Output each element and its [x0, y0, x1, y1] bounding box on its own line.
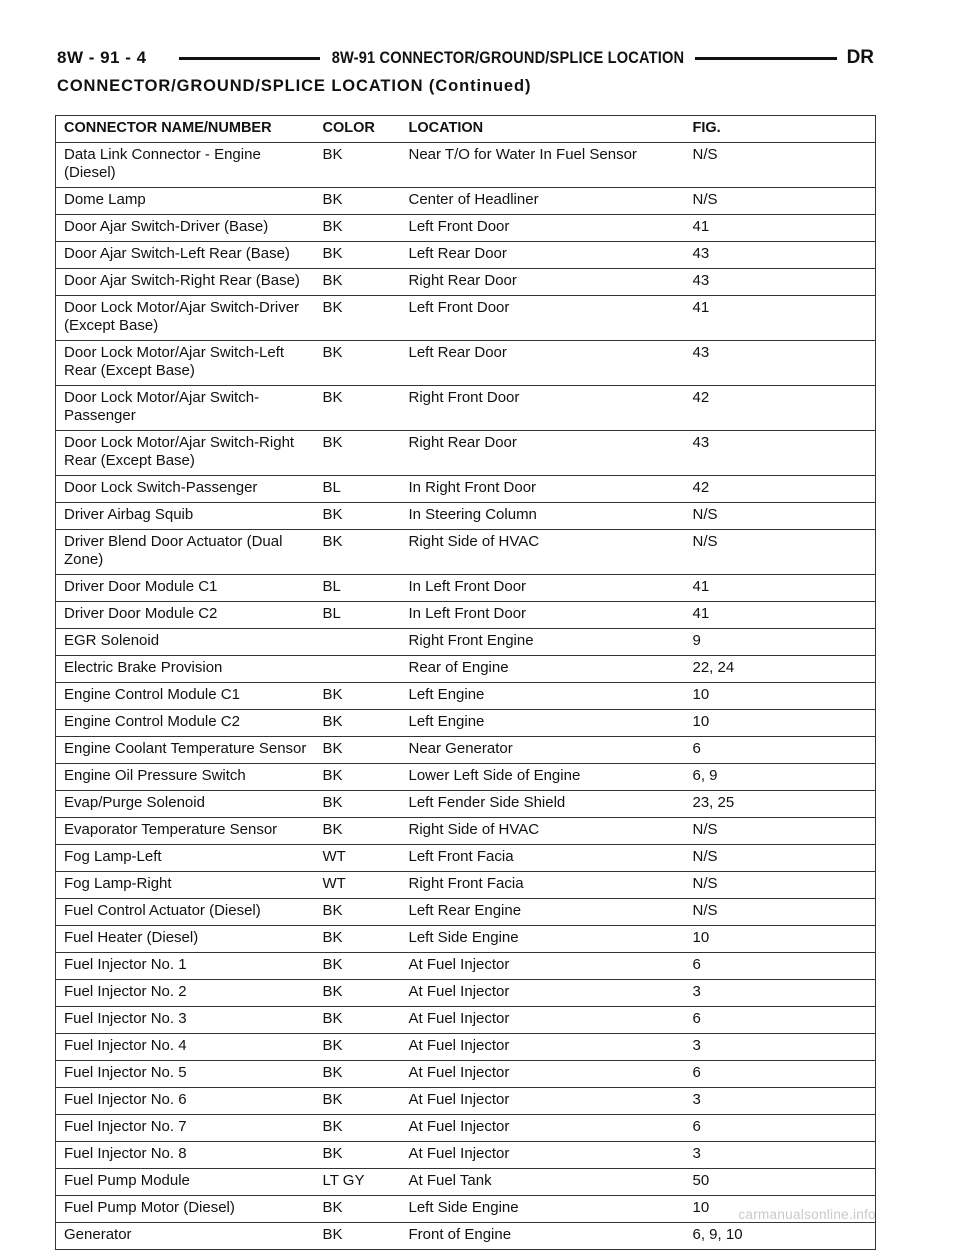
cell-color: BK: [315, 296, 401, 341]
cell-fig: 6, 9, 10: [685, 1223, 876, 1250]
cell-color: BK: [315, 269, 401, 296]
table-row: [56, 188, 876, 215]
cell-fig: 43: [685, 269, 876, 296]
cell-fig: N/S: [685, 818, 876, 845]
cell-location: Near T/O for Water In Fuel Sensor: [401, 143, 685, 188]
cell-connector-name: Door Lock Motor/Ajar Switch-Passenger: [56, 386, 315, 431]
cell-color: BK: [315, 764, 401, 791]
cell-fig: 42: [685, 386, 876, 431]
cell-color: BK: [315, 386, 401, 431]
cell-fig: 42: [685, 476, 876, 503]
cell-color: BK: [315, 953, 401, 980]
column-header-fig: FIG.: [685, 116, 876, 143]
cell-connector-name: Door Lock Motor/Ajar Switch-Driver (Except Base): [56, 296, 315, 341]
cell-location: Left Engine: [401, 683, 685, 710]
table-row: [56, 1169, 876, 1196]
cell-fig: 10: [685, 1196, 876, 1223]
cell-fig: N/S: [685, 503, 876, 530]
cell-location: At Fuel Injector: [401, 1061, 685, 1088]
table-row: [56, 503, 876, 530]
cell-color: BK: [315, 1088, 401, 1115]
cell-fig: 6: [685, 1007, 876, 1034]
cell-connector-name: Engine Control Module C1: [56, 683, 315, 710]
cell-connector-name: Evap/Purge Solenoid: [56, 791, 315, 818]
cell-location: At Fuel Injector: [401, 1142, 685, 1169]
table-row: [56, 1142, 876, 1169]
cell-fig: N/S: [685, 530, 876, 575]
cell-connector-name: Fuel Injector No. 3: [56, 1007, 315, 1034]
cell-location: Center of Headliner: [401, 188, 685, 215]
cell-connector-name: Fog Lamp-Left: [56, 845, 315, 872]
cell-connector-name: Engine Oil Pressure Switch: [56, 764, 315, 791]
cell-connector-name: Fuel Injector No. 5: [56, 1061, 315, 1088]
cell-connector-name: Fog Lamp-Right: [56, 872, 315, 899]
cell-connector-name: Fuel Control Actuator (Diesel): [56, 899, 315, 926]
section-title: CONNECTOR/GROUND/SPLICE LOCATION (Continued): [57, 77, 532, 95]
cell-connector-name: Fuel Injector No. 7: [56, 1115, 315, 1142]
cell-connector-name: Door Ajar Switch-Driver (Base): [56, 215, 315, 242]
cell-fig: 41: [685, 296, 876, 341]
cell-connector-name: Fuel Pump Motor (Diesel): [56, 1196, 315, 1223]
cell-connector-name: Door Ajar Switch-Left Rear (Base): [56, 242, 315, 269]
table-row: [56, 530, 876, 575]
cell-color: BK: [315, 683, 401, 710]
header-title-wrap: [330, 48, 685, 68]
table-row: [56, 737, 876, 764]
cell-location: In Left Front Door: [401, 602, 685, 629]
table-row: [56, 1088, 876, 1115]
table-row: [56, 899, 876, 926]
header-title: 8W-91 CONNECTOR/GROUND/SPLICE LOCATION: [331, 48, 685, 67]
cell-location: Right Side of HVAC: [401, 818, 685, 845]
cell-connector-name: Fuel Injector No. 2: [56, 980, 315, 1007]
table-row: [56, 980, 876, 1007]
cell-location: Lower Left Side of Engine: [401, 764, 685, 791]
cell-color: BK: [315, 710, 401, 737]
cell-color: WT: [315, 872, 401, 899]
cell-location: Right Front Door: [401, 386, 685, 431]
table-row: [56, 1115, 876, 1142]
table-row: [56, 143, 876, 188]
cell-location: Left Front Door: [401, 215, 685, 242]
header-rule-right: [695, 57, 836, 60]
cell-fig: 6: [685, 1115, 876, 1142]
cell-location: Near Generator: [401, 737, 685, 764]
cell-location: Left Engine: [401, 710, 685, 737]
table-row: [56, 818, 876, 845]
cell-connector-name: Fuel Injector No. 8: [56, 1142, 315, 1169]
cell-connector-name: Door Lock Motor/Ajar Switch-Right Rear (Except Base): [56, 431, 315, 476]
table-row: [56, 215, 876, 242]
cell-location: At Fuel Injector: [401, 1115, 685, 1142]
cell-location: Left Front Door: [401, 296, 685, 341]
cell-color: BK: [315, 1223, 401, 1250]
cell-location: At Fuel Injector: [401, 1088, 685, 1115]
cell-location: Right Side of HVAC: [401, 530, 685, 575]
cell-connector-name: Generator: [56, 1223, 315, 1250]
cell-location: In Left Front Door: [401, 575, 685, 602]
cell-fig: 41: [685, 575, 876, 602]
table-body: [56, 143, 876, 1250]
cell-fig: 10: [685, 710, 876, 737]
table-row: [56, 872, 876, 899]
cell-location: At Fuel Injector: [401, 1034, 685, 1061]
cell-location: Left Rear Engine: [401, 899, 685, 926]
cell-location: At Fuel Injector: [401, 1007, 685, 1034]
page-header: [57, 46, 874, 70]
cell-fig: 22, 24: [685, 656, 876, 683]
cell-color: BK: [315, 980, 401, 1007]
cell-connector-name: Electric Brake Provision: [56, 656, 315, 683]
cell-fig: 10: [685, 683, 876, 710]
column-header-location: LOCATION: [401, 116, 685, 143]
cell-connector-name: Door Lock Switch-Passenger: [56, 476, 315, 503]
cell-connector-name: Driver Airbag Squib: [56, 503, 315, 530]
table-row: [56, 683, 876, 710]
table-row: [56, 926, 876, 953]
cell-fig: N/S: [685, 899, 876, 926]
cell-location: Right Front Facia: [401, 872, 685, 899]
cell-connector-name: Fuel Injector No. 1: [56, 953, 315, 980]
cell-location: At Fuel Tank: [401, 1169, 685, 1196]
cell-location: Right Front Engine: [401, 629, 685, 656]
column-header-name: CONNECTOR NAME/NUMBER: [56, 116, 315, 143]
cell-fig: 41: [685, 215, 876, 242]
cell-location: Left Front Facia: [401, 845, 685, 872]
table-row: [56, 845, 876, 872]
cell-fig: 3: [685, 1142, 876, 1169]
cell-fig: 10: [685, 926, 876, 953]
table-row: [56, 710, 876, 737]
cell-color: BK: [315, 242, 401, 269]
cell-color: BK: [315, 1115, 401, 1142]
cell-location: Left Side Engine: [401, 1196, 685, 1223]
cell-connector-name: Evaporator Temperature Sensor: [56, 818, 315, 845]
page-number: 8W - 91 - 4: [57, 48, 147, 67]
cell-fig: 6: [685, 737, 876, 764]
cell-connector-name: Fuel Injector No. 4: [56, 1034, 315, 1061]
cell-color: BK: [315, 1196, 401, 1223]
cell-location: Right Rear Door: [401, 431, 685, 476]
table-row: [56, 764, 876, 791]
table-header-row: [56, 116, 876, 143]
cell-fig: 50: [685, 1169, 876, 1196]
table-row: [56, 269, 876, 296]
cell-fig: 3: [685, 1034, 876, 1061]
cell-color: [315, 656, 401, 683]
cell-location: Right Rear Door: [401, 269, 685, 296]
cell-connector-name: Engine Coolant Temperature Sensor: [56, 737, 315, 764]
cell-connector-name: EGR Solenoid: [56, 629, 315, 656]
cell-color: BK: [315, 503, 401, 530]
table-row: [56, 296, 876, 341]
cell-color: BK: [315, 215, 401, 242]
cell-location: At Fuel Injector: [401, 953, 685, 980]
cell-color: BK: [315, 899, 401, 926]
cell-location: In Steering Column: [401, 503, 685, 530]
cell-color: BK: [315, 737, 401, 764]
section-code: DR: [846, 47, 875, 68]
cell-connector-name: Driver Blend Door Actuator (Dual Zone): [56, 530, 315, 575]
cell-color: BL: [315, 602, 401, 629]
cell-color: BK: [315, 926, 401, 953]
table-row: [56, 602, 876, 629]
cell-connector-name: Driver Door Module C1: [56, 575, 315, 602]
cell-color: BK: [315, 818, 401, 845]
cell-color: BK: [315, 431, 401, 476]
cell-location: Left Rear Door: [401, 242, 685, 269]
table-row: [56, 1061, 876, 1088]
cell-color: BK: [315, 791, 401, 818]
cell-fig: 6: [685, 1061, 876, 1088]
connector-table: [55, 115, 876, 1250]
table-row: [56, 1007, 876, 1034]
cell-color: LT GY: [315, 1169, 401, 1196]
cell-fig: N/S: [685, 845, 876, 872]
cell-fig: 9: [685, 629, 876, 656]
cell-fig: 6: [685, 953, 876, 980]
cell-color: BK: [315, 1007, 401, 1034]
cell-fig: 43: [685, 431, 876, 476]
table-row: [56, 341, 876, 386]
cell-color: BK: [315, 341, 401, 386]
cell-fig: 6, 9: [685, 764, 876, 791]
cell-color: WT: [315, 845, 401, 872]
cell-connector-name: Fuel Injector No. 6: [56, 1088, 315, 1115]
table-row: [56, 575, 876, 602]
cell-connector-name: Door Lock Motor/Ajar Switch-Left Rear (Except Base): [56, 341, 315, 386]
cell-fig: 43: [685, 242, 876, 269]
cell-color: BK: [315, 530, 401, 575]
cell-color: BK: [315, 1034, 401, 1061]
watermark: carmanualsonline.info: [738, 1207, 876, 1222]
cell-location: At Fuel Injector: [401, 980, 685, 1007]
table-row: [56, 476, 876, 503]
cell-connector-name: Engine Control Module C2: [56, 710, 315, 737]
cell-location: Front of Engine: [401, 1223, 685, 1250]
table-row: [56, 791, 876, 818]
column-header-color: COLOR: [315, 116, 401, 143]
cell-location: Left Rear Door: [401, 341, 685, 386]
cell-color: BK: [315, 1061, 401, 1088]
table-row: [56, 242, 876, 269]
cell-color: BK: [315, 1142, 401, 1169]
cell-color: BL: [315, 476, 401, 503]
cell-connector-name: Fuel Pump Module: [56, 1169, 315, 1196]
cell-color: BL: [315, 575, 401, 602]
cell-fig: 3: [685, 980, 876, 1007]
cell-connector-name: Dome Lamp: [56, 188, 315, 215]
table-row: [56, 431, 876, 476]
cell-location: Left Side Engine: [401, 926, 685, 953]
table-row: [56, 1223, 876, 1250]
cell-location: In Right Front Door: [401, 476, 685, 503]
table-row: [56, 1034, 876, 1061]
cell-fig: N/S: [685, 143, 876, 188]
table-row: [56, 386, 876, 431]
header-rule-left: [179, 57, 320, 60]
table-row: [56, 656, 876, 683]
cell-connector-name: Data Link Connector - Engine (Diesel): [56, 143, 315, 188]
cell-fig: 43: [685, 341, 876, 386]
cell-fig: 23, 25: [685, 791, 876, 818]
cell-connector-name: Door Ajar Switch-Right Rear (Base): [56, 269, 315, 296]
cell-location: Rear of Engine: [401, 656, 685, 683]
cell-location: Left Fender Side Shield: [401, 791, 685, 818]
table-row: [56, 953, 876, 980]
cell-fig: 3: [685, 1088, 876, 1115]
page-number-wrap: [57, 48, 169, 68]
cell-color: BK: [315, 143, 401, 188]
cell-color: [315, 629, 401, 656]
cell-fig: 41: [685, 602, 876, 629]
table-row: [56, 629, 876, 656]
cell-color: BK: [315, 188, 401, 215]
cell-connector-name: Driver Door Module C2: [56, 602, 315, 629]
cell-fig: N/S: [685, 188, 876, 215]
cell-connector-name: Fuel Heater (Diesel): [56, 926, 315, 953]
cell-fig: N/S: [685, 872, 876, 899]
